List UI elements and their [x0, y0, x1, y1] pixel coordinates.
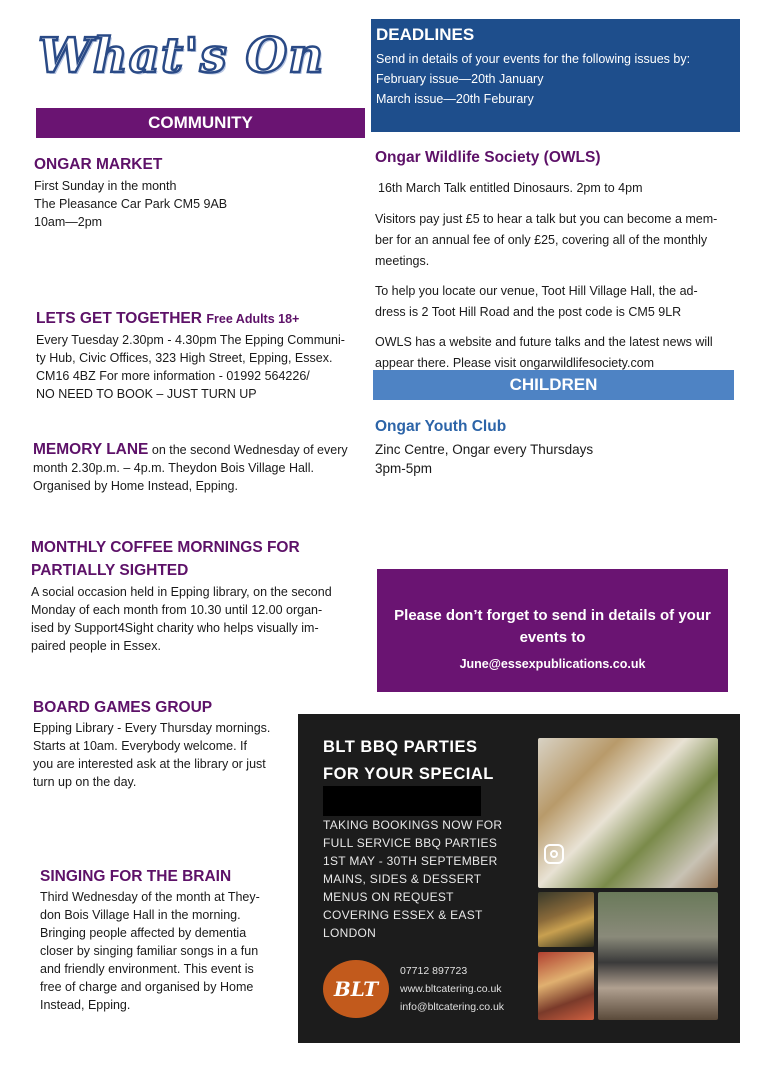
ad-offer-line: 1ST MAY - 30TH SEPTEMBER — [323, 854, 498, 868]
singing-line: don Bois Village Hall in the morning. — [40, 908, 241, 922]
owls-talk: 16th March Talk entitled Dinosaurs. 2pm to 4pm — [378, 181, 643, 195]
coffee-mornings-heading: PARTIALLY SIGHTED — [31, 562, 189, 579]
owls-venue-line: To help you locate our venue, Toot Hill Village Hall, the ad- — [375, 284, 698, 298]
submission-reminder-box — [377, 569, 728, 692]
ad-offer-line: TAKING BOOKINGS NOW FOR — [323, 818, 503, 832]
ongar-market-section — [34, 156, 354, 231]
coffee-mornings-section — [31, 536, 355, 655]
memory-lane-line: Organised by Home Instead, Epping. — [33, 479, 238, 493]
dessert-photo — [538, 952, 594, 1020]
owls-heading: Ongar Wildlife Society (OWLS) — [375, 149, 601, 166]
lets-get-together-section — [36, 310, 356, 403]
redacted-block — [323, 786, 481, 816]
reminder-line: events to — [519, 629, 586, 646]
singing-heading: SINGING FOR THE BRAIN — [40, 868, 232, 885]
singing-line: Bringing people affected by dementia — [40, 926, 247, 940]
memory-lane-line: on the second Wednesday of every — [148, 443, 348, 457]
coffee-mornings-line: ised by Support4Sight charity who helps visually im- — [31, 621, 319, 635]
deadlines-february: February issue—20th January — [376, 72, 544, 86]
ad-offer-line: MAINS, SIDES & DESSERT — [323, 872, 482, 886]
lets-get-together-heading: LETS GET TOGETHER — [36, 310, 202, 327]
ad-offer-line: LONDON — [323, 926, 377, 940]
lets-get-together-line: ty Hub, Civic Offices, 323 High Street, Epping, Essex. — [36, 351, 333, 365]
blt-logo-text: BLT — [333, 977, 379, 1001]
community-band — [36, 108, 365, 138]
children-band — [373, 370, 734, 400]
board-games-section — [33, 699, 295, 791]
ad-offer — [323, 816, 502, 942]
board-games-line: Starts at 10am. Everybody welcome. If — [33, 739, 247, 753]
owls-website-line: OWLS has a website and future talks and the latest news will — [375, 335, 713, 349]
ongar-market-heading: ONGAR MARKET — [34, 156, 163, 173]
youth-club-section — [375, 418, 735, 478]
youth-club-line: Zinc Centre, Ongar every Thursdays — [375, 442, 594, 457]
ongar-market-line: The Pleasance Car Park CM5 9AB — [34, 197, 228, 211]
lets-get-together-line: Every Tuesday 2.30pm - 4.30pm The Epping Communi- — [36, 333, 345, 347]
deadlines-march: March issue—20th Feburary — [376, 92, 534, 106]
canape-photo — [538, 892, 594, 947]
reminder-email-link[interactable]: June@essexpublications.co.uk — [459, 657, 646, 671]
board-games-line: turn up on the day. — [33, 775, 137, 789]
deadlines-heading: DEADLINES — [376, 25, 475, 44]
coffee-mornings-line: paired people in Essex. — [31, 639, 161, 653]
owls-venue — [375, 281, 735, 323]
owls-fees — [375, 209, 735, 272]
ongar-market-line: First Sunday in the month — [34, 179, 177, 193]
lets-get-together-line: CM16 4BZ For more information - 01992 564226/ — [36, 369, 310, 383]
youth-club-heading: Ongar Youth Club — [375, 418, 507, 435]
singing-line: Third Wednesday of the month at They- — [40, 890, 260, 904]
owls-fees-line: ber for an annual fee of only £25, covering all of the monthly — [375, 233, 708, 247]
board-games-line: Epping Library - Every Thursday mornings. — [33, 721, 271, 735]
memory-lane-section — [33, 441, 363, 495]
ad-title-line: BLT BBQ PARTIES — [323, 738, 478, 756]
memory-lane-heading: MEMORY LANE — [33, 441, 149, 458]
lets-get-together-heading-row — [36, 310, 356, 328]
coffee-mornings-line: Monday of each month from 10.30 until 12.00 organ- — [31, 603, 323, 617]
page-title: What's On — [38, 28, 325, 84]
ad-offer-line: COVERING ESSEX & EAST — [323, 908, 483, 922]
youth-club-line: 3pm-5pm — [375, 461, 433, 476]
children-band-label: CHILDREN — [509, 375, 598, 394]
blt-advert — [298, 714, 740, 1043]
lets-get-together-line: NO NEED TO BOOK – JUST TURN UP — [36, 387, 257, 401]
ad-offer-line: FULL SERVICE BBQ PARTIES — [323, 836, 498, 850]
singing-line: free of charge and organised by Home — [40, 980, 254, 994]
owls-website-line: appear there. Please visit ongarwildlifesociety.com — [375, 356, 655, 370]
memory-lane-line: month 2.30p.m. – 4p.m. Theydon Bois Village Hall. — [33, 461, 314, 475]
singing-line: and friendly environment. This event is — [40, 962, 254, 976]
owls-website — [375, 332, 735, 374]
singing-section — [40, 868, 290, 1014]
board-games-line: you are interested ask at the library or just — [33, 757, 266, 771]
lets-get-together-sub: Free Adults 18+ — [206, 312, 300, 326]
ongar-market-line: 10am—2pm — [34, 215, 103, 229]
ad-website-link[interactable]: www.bltcatering.co.uk — [400, 983, 502, 995]
chef-photo — [598, 892, 718, 1020]
ad-phone: 07712 897723 — [400, 965, 468, 977]
deadlines-intro: Send in details of your events for the following issues by: — [376, 52, 691, 66]
ad-email-link[interactable]: info@bltcatering.co.uk — [400, 1001, 505, 1013]
ad-title-line: FOR YOUR SPECIAL — [323, 765, 494, 783]
board-games-heading: BOARD GAMES GROUP — [33, 699, 213, 716]
instagram-icon[interactable] — [544, 844, 564, 864]
food-platter-photo — [538, 738, 718, 888]
owls-fees-line: Visitors pay just £5 to hear a talk but you can become a mem- — [375, 212, 718, 226]
ad-offer-line: MENUS ON REQUEST — [323, 890, 454, 904]
coffee-mornings-heading: MONTHLY COFFEE MORNINGS FOR — [31, 539, 300, 556]
owls-section — [375, 149, 735, 383]
memory-lane-first-row — [33, 441, 363, 459]
ad-title — [323, 734, 494, 788]
community-band-label: COMMUNITY — [148, 113, 253, 132]
deadlines-box — [371, 19, 740, 132]
singing-line: closer by singing familiar songs in a fun — [40, 944, 259, 958]
owls-fees-line: meetings. — [375, 254, 430, 268]
reminder-line: Please don’t forget to send in details of your — [394, 607, 711, 624]
singing-line: Instead, Epping. — [40, 998, 131, 1012]
coffee-mornings-line: A social occasion held in Epping library, on the second — [31, 585, 332, 599]
ad-contact — [400, 962, 504, 1016]
blt-logo — [323, 960, 389, 1018]
owls-venue-line: dress is 2 Toot Hill Road and the post code is CM5 9LR — [375, 305, 682, 319]
